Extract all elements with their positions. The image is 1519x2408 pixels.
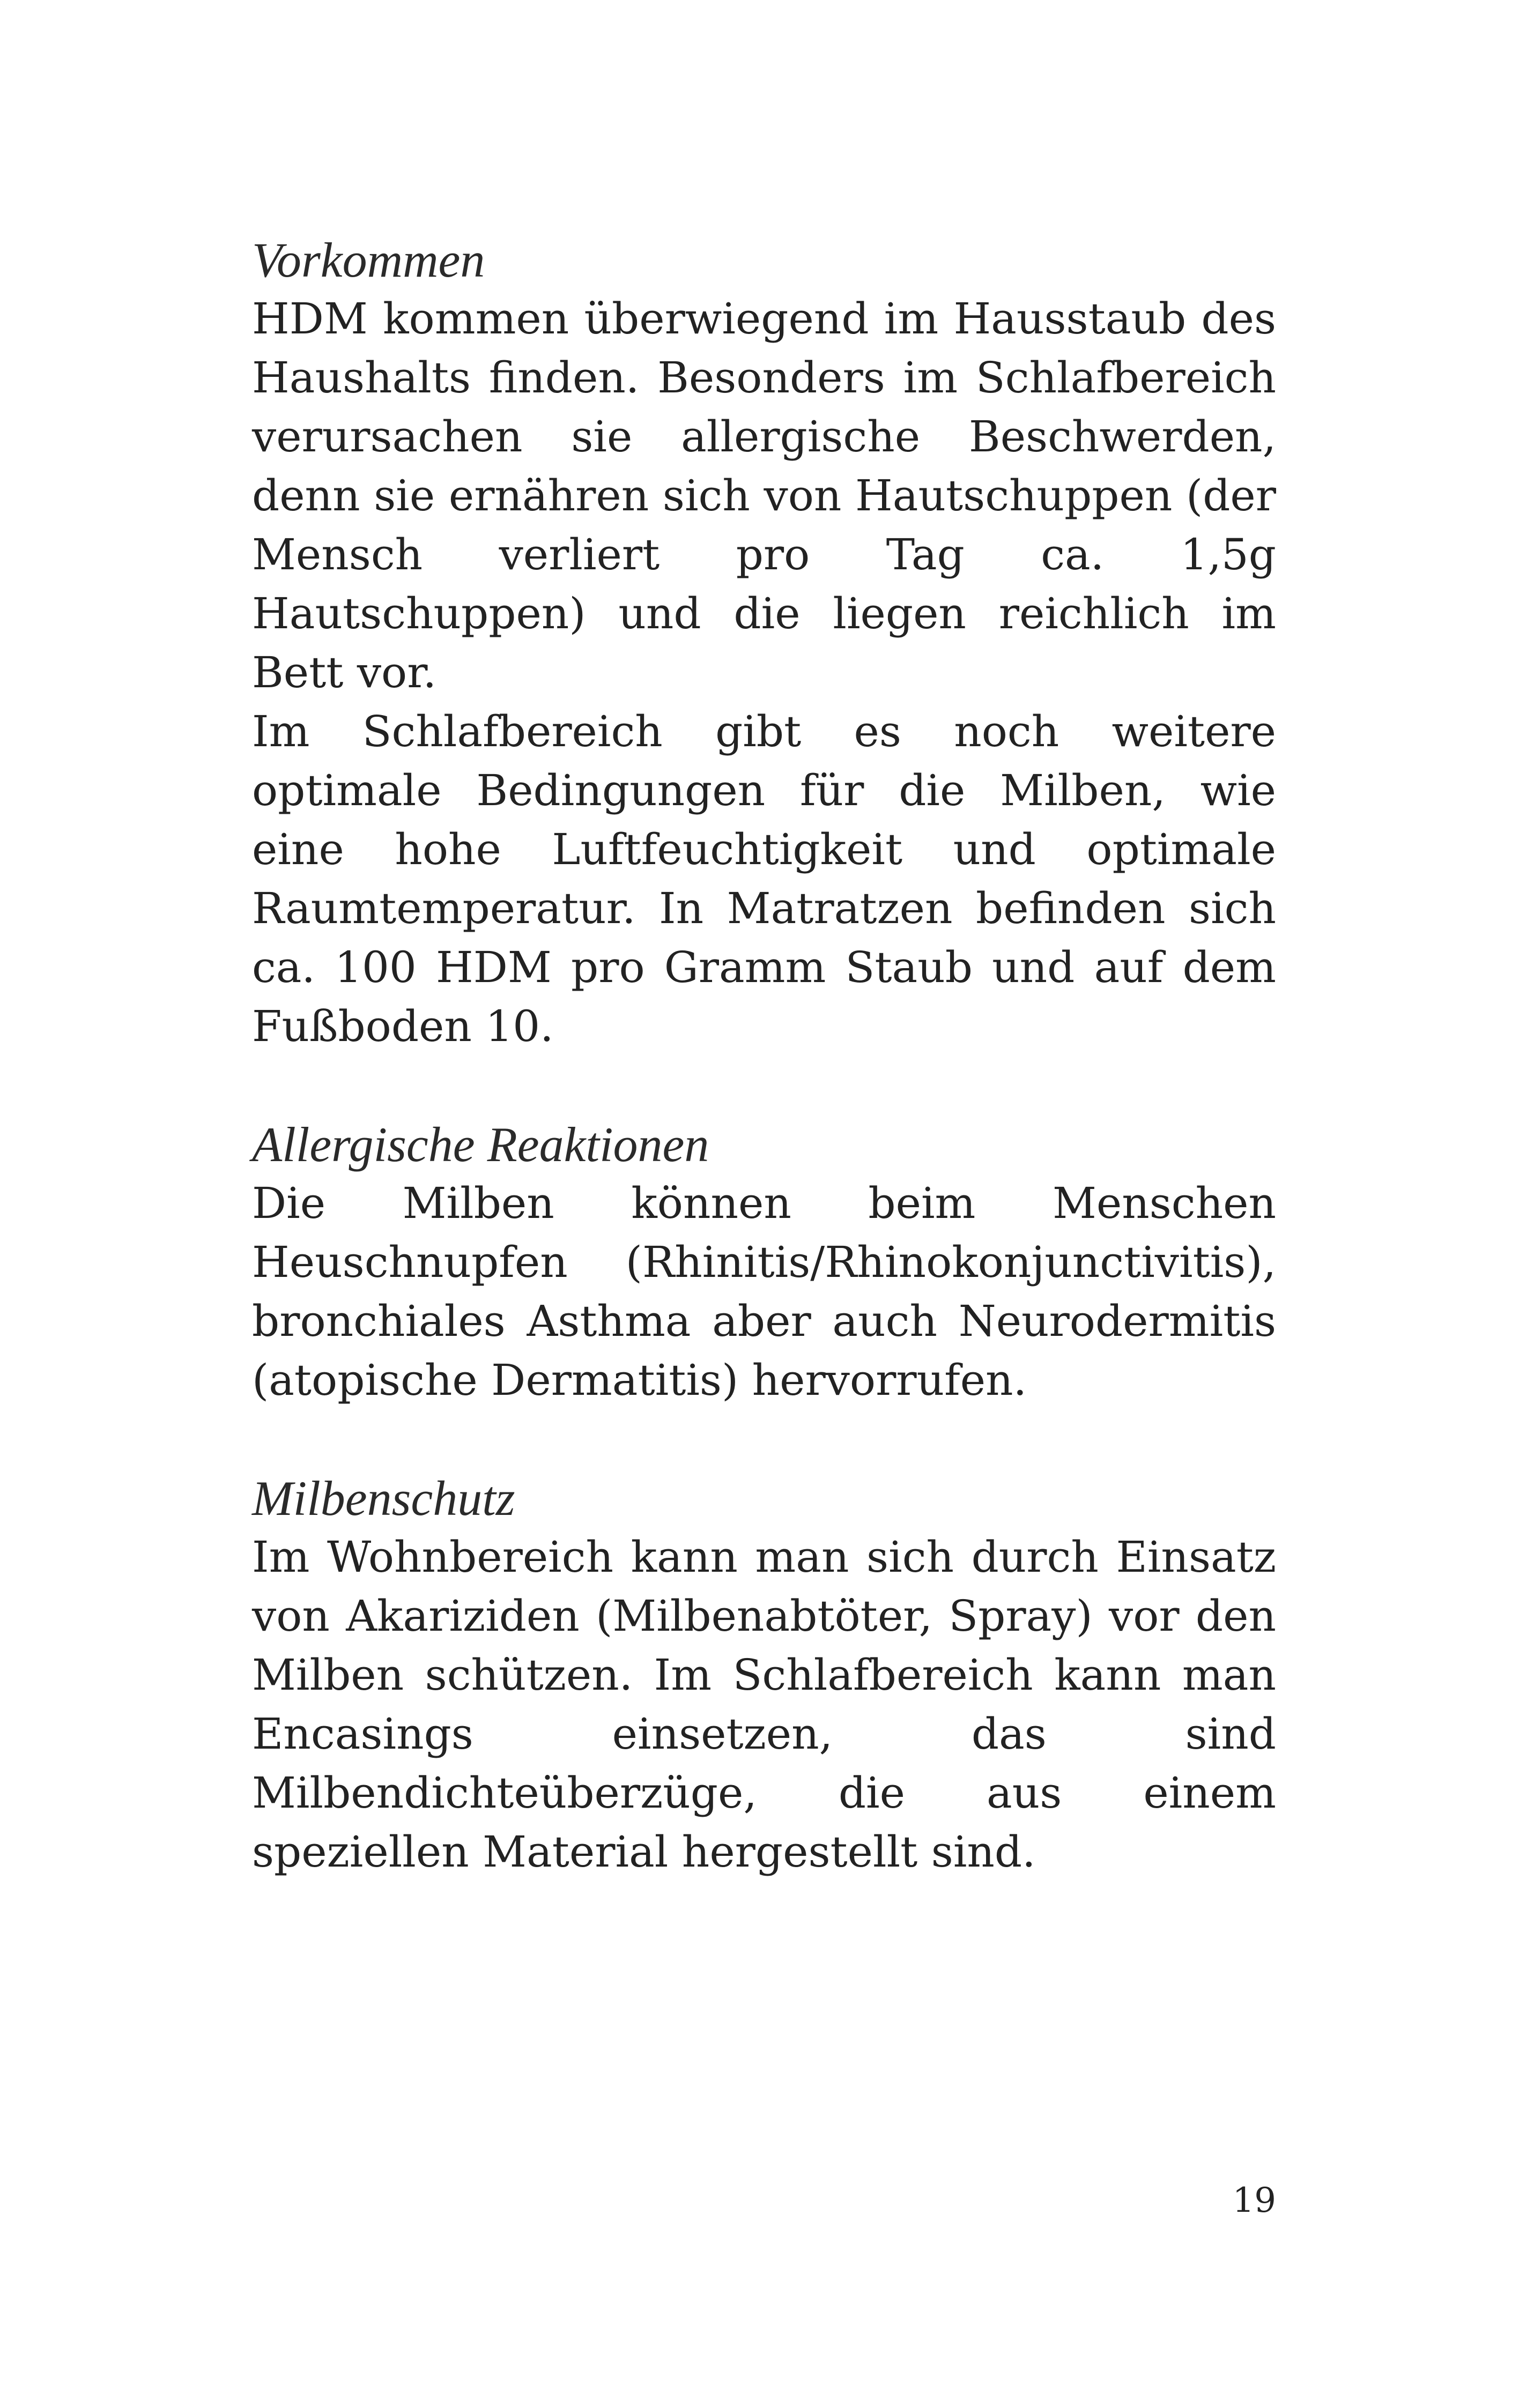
paragraph: Im Schlafbereich gibt es noch weitere optimale Bedingungen für die Milben, wie eine hohe Luftfeuchtigkeit und optimale Raumtemperatur. In Matratzen befinden sich ca. 100 HDM pro Gramm Staub und auf dem Fußboden 10. <box>252 707 1276 1051</box>
section-milbenschutz <box>252 1469 1276 1882</box>
section-allergische-reaktionen <box>252 1115 1276 1410</box>
paragraph: HDM kommen überwiegend im Hausstaub des Haushalts finden. Besonders im Schlafbereich verursachen sie allergische Beschwerden, denn sie ernähren sich von Hautschuppen (der Mensch verliert pro Tag ca. 1,5g Hautschuppen) und die liegen reichlich im Bett vor. <box>252 294 1276 697</box>
page-number: 19 <box>1232 2181 1276 2220</box>
section-spacer <box>252 1410 1276 1469</box>
section-heading: Milbenschutz <box>252 1471 515 1526</box>
section-heading: Allergische Reaktionen <box>252 1117 709 1172</box>
paragraph: Die Milben können beim Menschen Heuschnupfen (Rhinitis/Rhinokonjunctivitis), bronchiales Asthma aber auch Neurodermitis (atopische Dermatitis) hervorrufen. <box>252 1178 1276 1405</box>
paragraph: Im Wohnbereich kann man sich durch Einsatz von Akariziden (Milbenabtöter, Spray) vor den Milben schützen. Im Schlafbereich kann man Encasings einsetzen, das sind Milbendichteüberzüge, die aus einem speziellen Material hergestellt sind. <box>252 1532 1276 1877</box>
text-column <box>252 231 1276 1882</box>
section-spacer <box>252 1056 1276 1115</box>
section-heading: Vorkommen <box>252 233 485 287</box>
section-vorkommen <box>252 231 1276 1056</box>
